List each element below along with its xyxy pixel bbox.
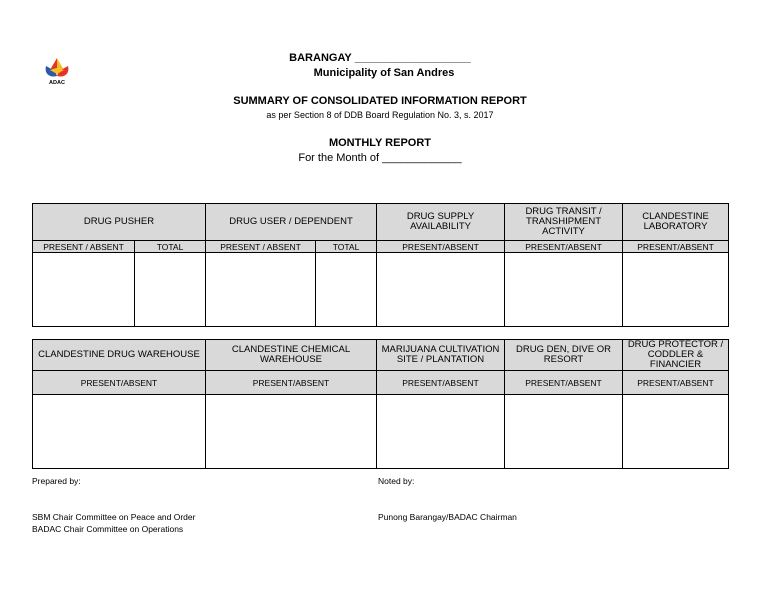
entry-cell[interactable] xyxy=(33,253,135,327)
table-drug-activity xyxy=(32,203,729,327)
punong-barangay-label: Punong Barangay/BADAC Chairman xyxy=(378,512,517,522)
header-drug-den: DRUG DEN, DIVE OR RESORT xyxy=(505,340,623,371)
sub-den-present: PRESENT/ABSENT xyxy=(505,371,623,395)
sub-pusher-present: PRESENT / ABSENT xyxy=(33,241,135,253)
sub-pusher-total: TOTAL xyxy=(135,241,206,253)
entry-cell[interactable] xyxy=(316,253,377,327)
header-drug-supply: DRUG SUPPLY AVAILABILITY xyxy=(377,204,505,241)
header-drug-transit: DRUG TRANSIT / TRANSHIPMENT ACTIVITY xyxy=(505,204,623,241)
sub-warehouse-present: PRESENT/ABSENT xyxy=(33,371,206,395)
entry-cell[interactable] xyxy=(206,395,377,469)
sbm-chair-label: SBM Chair Committee on Peace and Order xyxy=(32,512,196,522)
sub-marijuana-present: PRESENT/ABSENT xyxy=(377,371,505,395)
sub-transit-present: PRESENT/ABSENT xyxy=(505,241,623,253)
entry-cell[interactable] xyxy=(505,253,623,327)
header-drug-user: DRUG USER / DEPENDENT xyxy=(206,204,377,241)
entry-cell[interactable] xyxy=(505,395,623,469)
logo-text: ADAC xyxy=(49,80,65,86)
entry-cell[interactable] xyxy=(377,253,505,327)
report-title: SUMMARY OF CONSOLIDATED INFORMATION REPORT xyxy=(233,95,527,107)
sub-protector-present: PRESENT/ABSENT xyxy=(623,371,729,395)
month-line: For the Month of _____________ xyxy=(298,152,462,164)
prepared-by-label: Prepared by: xyxy=(32,476,81,486)
report-type: MONTHLY REPORT xyxy=(328,137,432,149)
entry-cell[interactable] xyxy=(623,253,729,327)
sub-chemical-present: PRESENT/ABSENT xyxy=(206,371,377,395)
noted-by-label: Noted by: xyxy=(378,476,415,486)
sub-user-total: TOTAL xyxy=(316,241,377,253)
header-drug-pusher: DRUG PUSHER xyxy=(33,204,206,241)
entry-cell[interactable] xyxy=(377,395,505,469)
sub-user-present: PRESENT / ABSENT xyxy=(206,241,316,253)
header-clandestine-lab: CLANDESTINE LABORATORY xyxy=(623,204,729,241)
table-drug-sites xyxy=(32,339,729,469)
badac-chair-label: BADAC Chair Committee on Operations xyxy=(32,524,184,534)
header-drug-warehouse: CLANDESTINE DRUG WAREHOUSE xyxy=(33,340,206,371)
entry-cell[interactable] xyxy=(623,395,729,469)
barangay-line: BARANGAY ___________________ xyxy=(289,52,471,64)
header-drug-protector: DRUG PROTECTOR / CODDLER & FINANCIER xyxy=(623,340,729,371)
header-chemical-warehouse: CLANDESTINE CHEMICAL WAREHOUSE xyxy=(206,340,377,371)
header-marijuana-site: MARIJUANA CULTIVATION SITE / PLANTATION xyxy=(377,340,505,371)
sub-lab-present: PRESENT/ABSENT xyxy=(623,241,729,253)
municipality: Municipality of San Andres xyxy=(313,67,455,79)
sub-supply-present: PRESENT/ABSENT xyxy=(377,241,505,253)
entry-cell[interactable] xyxy=(33,395,206,469)
entry-cell[interactable] xyxy=(206,253,316,327)
report-subtitle: as per Section 8 of DDB Board Regulation No. 3, s. 2017 xyxy=(266,110,494,120)
entry-cell[interactable] xyxy=(135,253,206,327)
